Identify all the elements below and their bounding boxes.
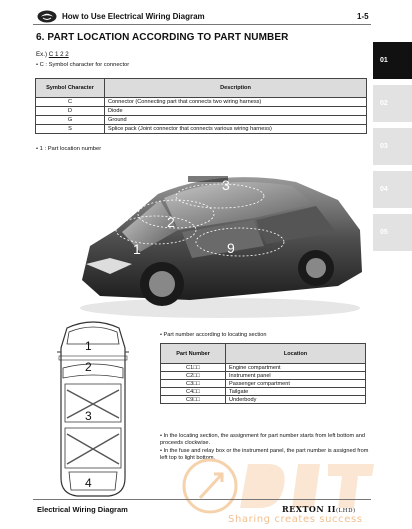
- symbol-table: [35, 78, 367, 134]
- symbol-note: • C : Symbol character for connector: [36, 62, 130, 68]
- table-header-cell: Description: [105, 79, 367, 98]
- footer-brand: [282, 504, 356, 514]
- part-number-cell: C9□□: [161, 396, 226, 404]
- description-cell: Connector (Connecting part that connects two wiring harness): [105, 98, 367, 107]
- table-row: [36, 125, 367, 134]
- table-header-cell: Location: [226, 344, 366, 364]
- symbol-cell: C: [36, 98, 105, 107]
- part-number-cell: C4□□: [161, 388, 226, 396]
- table-row: [161, 364, 366, 372]
- table-header-cell: Symbol Character: [36, 79, 105, 98]
- chapter-tabs: [373, 42, 412, 257]
- suv-illustration: [70, 160, 372, 320]
- symbol-cell: S: [36, 125, 105, 134]
- location-cell: Passenger compartment: [226, 380, 366, 388]
- location-cell: Instrument panel: [226, 372, 366, 380]
- location-table-note: • Part number according to locating section: [160, 332, 267, 338]
- symbol-cell: G: [36, 116, 105, 125]
- example-symbol: C 1 2 2: [48, 51, 69, 58]
- location-number-note: • 1 : Part location number: [36, 146, 102, 152]
- watermark-text: Sharing creates success: [228, 514, 363, 525]
- table-header-cell: Part Number: [161, 344, 226, 364]
- layout-label-2: 2: [85, 360, 92, 374]
- brand-name: REXTON II: [282, 504, 336, 514]
- table-row: [161, 396, 366, 404]
- car-location-9: 9: [227, 240, 235, 256]
- note-fuse-box: • In the fuse and relay box or the instrument panel, the part number is assigned from left top to light bottom.: [160, 448, 369, 461]
- location-table: [160, 343, 366, 404]
- car-location-1: 1: [133, 241, 141, 257]
- location-cell: Underbody: [226, 396, 366, 404]
- note-clockwise: • In the locating section, the assignment for part number starts from left bottom and proceeds clockwise.: [160, 433, 365, 446]
- part-number-cell: C1□□: [161, 364, 226, 372]
- layout-label-1: 1: [85, 339, 92, 353]
- location-cell: Tailgate: [226, 388, 366, 396]
- layout-label-3: 3: [85, 409, 92, 423]
- table-row: [161, 380, 366, 388]
- layout-label-4: 4: [85, 476, 92, 490]
- tab-05[interactable]: 05: [373, 214, 412, 251]
- part-number-cell: C2□□: [161, 372, 226, 380]
- part-number-cell: C3□□: [161, 380, 226, 388]
- example-line: [36, 51, 69, 58]
- tab-03[interactable]: 03: [373, 128, 412, 165]
- brand-logo-icon: [37, 10, 57, 23]
- car-location-2: 2: [167, 214, 175, 230]
- description-cell: Ground: [105, 116, 367, 125]
- table-row: [36, 107, 367, 116]
- car-location-3: 3: [222, 177, 230, 193]
- brand-suffix: (LHD): [335, 508, 356, 514]
- footer-title: Electrical Wiring Diagram: [37, 505, 128, 514]
- vehicle-layout-diagram: [55, 318, 131, 498]
- tab-04[interactable]: 04: [373, 171, 412, 208]
- description-cell: Diode: [105, 107, 367, 116]
- table-row: [36, 98, 367, 107]
- section-title: 6. PART LOCATION ACCORDING TO PART NUMBER: [36, 32, 289, 43]
- footer-divider: [33, 499, 371, 500]
- example-prefix: Ex.): [36, 51, 48, 58]
- description-cell: Splice pack (Joint connector that connects various wiring harness): [105, 125, 367, 134]
- header-page-number: 1-5: [357, 12, 369, 21]
- header-divider: [33, 24, 371, 25]
- table-row: [161, 388, 366, 396]
- table-row: [36, 116, 367, 125]
- symbol-cell: D: [36, 107, 105, 116]
- tab-02[interactable]: 02: [373, 85, 412, 122]
- table-header-row: [36, 79, 367, 98]
- tab-01[interactable]: 01: [373, 42, 412, 79]
- table-header-row: [161, 344, 366, 364]
- header-title: How to Use Electrical Wiring Diagram: [62, 12, 205, 21]
- location-cell: Engine compartment: [226, 364, 366, 372]
- table-row: [161, 372, 366, 380]
